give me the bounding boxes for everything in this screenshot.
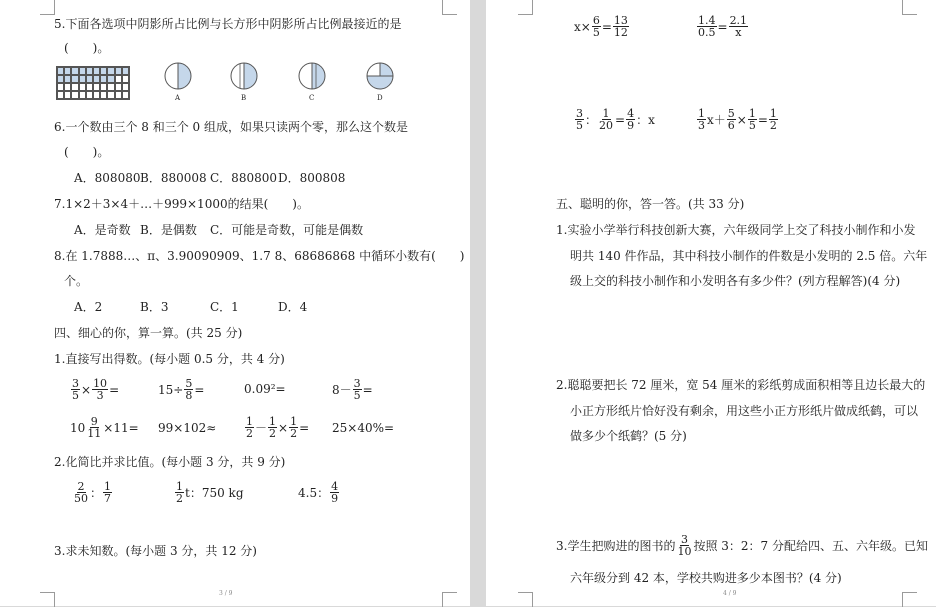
equation-c: $\frac{3}{5}$ ： $\frac{1}{20}$ = $\frac{4}{9}$ ：x: [576, 107, 655, 132]
crop-mark: [902, 592, 917, 607]
calc-b: 15÷ $\frac{5}{8}$ =: [158, 377, 205, 402]
section-4-title: 四、细心的你，算一算。(共 25 分): [54, 326, 243, 340]
ratio-c: 4.5： $\frac{4}{9}$: [298, 480, 339, 505]
option-b-circle: [230, 62, 258, 90]
option-a-label: A: [175, 94, 181, 102]
p2-line-2: 小正方形纸片恰好没有剩余，用这些小正方形纸片做成纸鹤，可以: [570, 404, 919, 418]
option-c-circle: [298, 62, 326, 90]
calc-e: 10 $\frac{9}{11}$ ×11=: [70, 415, 139, 440]
calc-h: 25×40%=: [332, 421, 395, 435]
q6-text: 6.一个数由三个 8 和三个 0 组成，如果只读两个零，那么这个数是: [54, 120, 408, 134]
crop-mark: [902, 0, 917, 15]
option-a-circle: [164, 62, 192, 90]
option-c-label: C: [309, 94, 315, 102]
s3-title: 3.求未知数。(每小题 3 分，共 12 分): [54, 544, 257, 558]
page-number: 4 / 9: [723, 590, 737, 597]
crop-mark: [518, 592, 533, 607]
q6-paren: ( )。: [64, 145, 110, 159]
s2-title: 2.化简比并求比值。(每小题 3 分，共 9 分): [54, 455, 286, 469]
crop-mark: [518, 0, 533, 15]
q7-option-a: A．是奇数: [74, 223, 131, 237]
option-b-label: B: [241, 94, 247, 102]
q5-text: 5.下面各选项中阴影所占比例与长方形中阴影所占比例最接近的是: [54, 17, 402, 31]
page-number: 3 / 9: [219, 590, 233, 597]
equation-a: x× $\frac{6}{5}$ = $\frac{13}{12}$: [574, 14, 628, 39]
p1-line-2: 明共 140 件作品，其中科技小制作的件数是小发明的 2.5 倍。六年: [570, 249, 928, 263]
crop-mark: [442, 0, 457, 15]
q8-cont: 个。: [64, 274, 89, 288]
option-d-circle: [366, 62, 394, 90]
p2-line-1: 2.聪聪要把长 72 厘米，宽 54 厘米的彩纸剪成面积相等且边长最大的: [556, 378, 926, 392]
q5-rectangle-grid: [56, 66, 130, 100]
p3-line-2: 六年级分到 42 本，学校共购进多少本图书？(4 分): [570, 571, 842, 585]
calc-g: $\frac{1}{2}$ － $\frac{1}{2}$ × $\frac{1}{2}$ =: [246, 415, 310, 440]
crop-mark: [442, 592, 457, 607]
q8-option-c: C．1: [210, 300, 239, 314]
q6-option-b: B．880008: [140, 171, 207, 185]
s1-title: 1.直接写出得数。(每小题 0.5 分，共 4 分): [54, 352, 285, 366]
crop-mark: [40, 0, 55, 15]
p3-line-1: 3.学生把购进的图书的 $\frac{3}{10}$ 按照 3：2：7 分配给四、五、六年级。已知: [556, 533, 928, 558]
p2-line-3: 做多少个纸鹤？(5 分): [570, 429, 687, 443]
option-d-label: D: [377, 94, 383, 102]
crop-mark: [40, 592, 55, 607]
q6-option-d: D．800808: [278, 171, 346, 185]
equation-d: $\frac{1}{3}$ x＋ $\frac{5}{6}$ × $\frac{1}{5}$ = $\frac{1}{2}$: [698, 107, 777, 132]
p1-line-3: 级上交的科技小制作和小发明各有多少件？(列方程解答)(4 分): [570, 274, 901, 288]
right-page: [486, 0, 936, 606]
q5-paren: ( )。: [64, 41, 110, 55]
q8-option-a: A．2: [74, 300, 103, 314]
q7-option-b: B．是偶数: [140, 223, 197, 237]
q8-text: 8.在 1.7888…、π、3.90090909、1.7 8、68686868 中循环小数有( ): [54, 249, 465, 263]
calc-d: 8－ $\frac{3}{5}$ =: [332, 377, 373, 402]
equation-b: $\frac{1.4}{0.5}$ = $\frac{2.1}{x}$: [698, 14, 748, 39]
q7-option-c: C．可能是奇数，可能是偶数: [210, 223, 364, 237]
q6-option-a: A．808080: [74, 171, 141, 185]
calc-f: 99×102≈: [158, 421, 217, 435]
calc-c: 0.09²=: [244, 382, 286, 396]
ratio-b: $\frac{1}{2}$ t：750 kg: [176, 480, 244, 505]
section-5-title: 五、聪明的你，答一答。(共 33 分): [556, 197, 745, 211]
p1-line-1: 1.实验小学举行科技创新大赛，六年级同学上交了科技小制作和小发: [556, 223, 916, 237]
q8-option-b: B．3: [140, 300, 169, 314]
q7-text: 7.1×2＋3×4＋…＋999×1000的结果( )。: [54, 197, 309, 211]
calc-a: $\frac{3}{5}$ × $\frac{10}{3}$ =: [72, 377, 120, 402]
q8-option-d: D．4: [278, 300, 308, 314]
ratio-a: $\frac{2}{50}$ ： $\frac{1}{7}$: [74, 480, 112, 505]
q6-option-c: C．880800: [210, 171, 277, 185]
